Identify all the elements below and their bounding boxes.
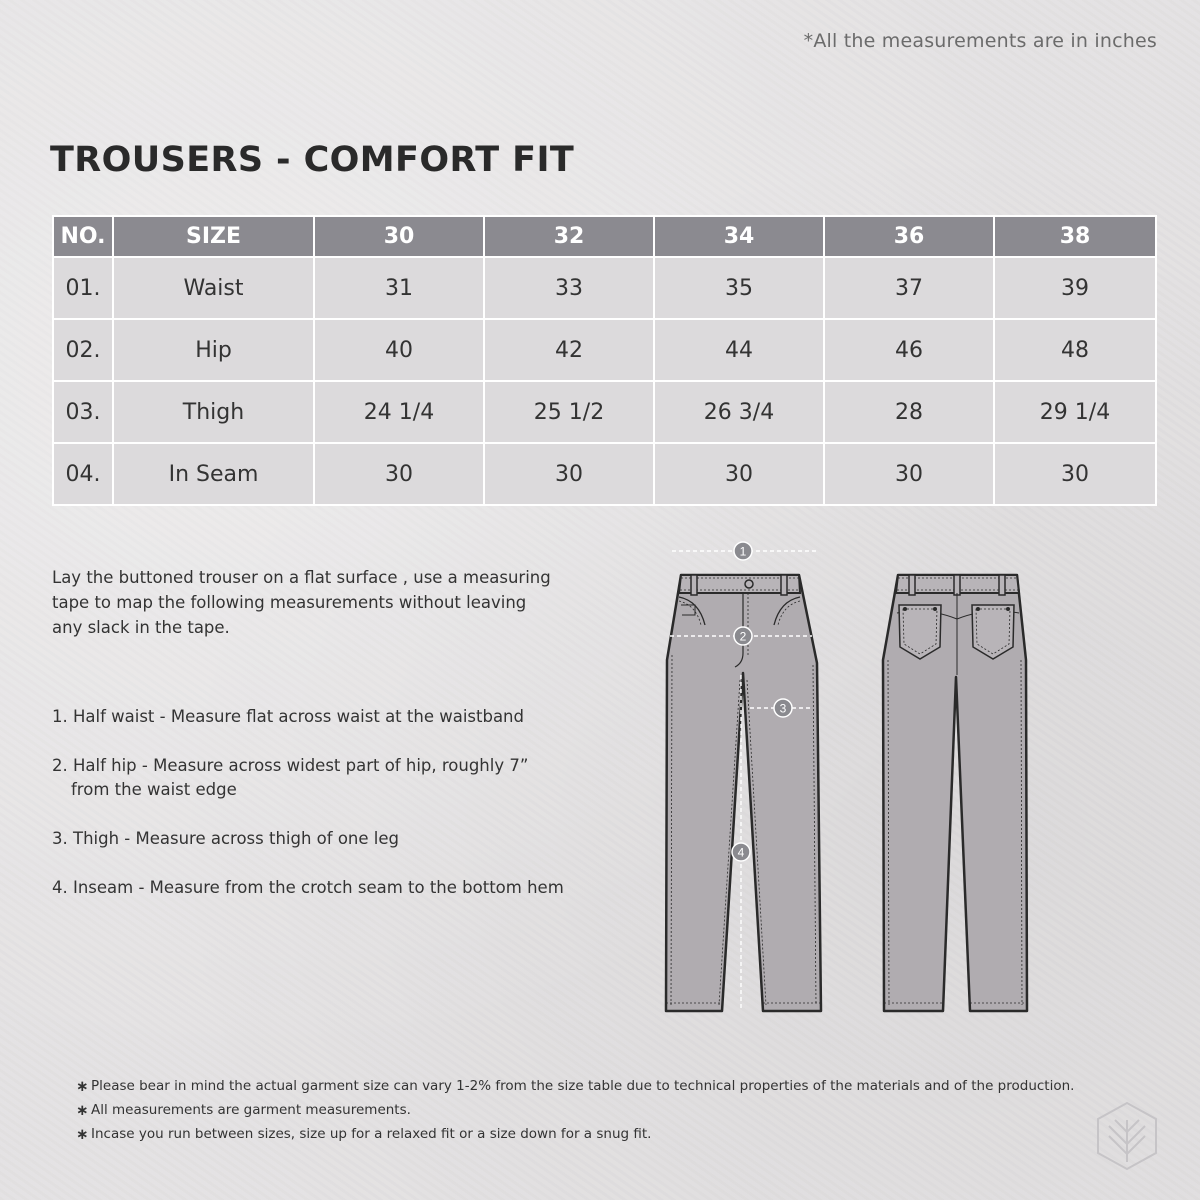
table-cell: 39 [994,257,1156,319]
header-size-32: 32 [484,216,654,257]
step-half-waist [52,705,572,729]
table-cell: 28 [824,381,994,443]
measurement-steps [52,705,572,925]
table-cell: 30 [484,443,654,505]
trouser-diagram [655,535,1075,1025]
table-cell: Waist [113,257,314,319]
trouser-back-illustration [883,575,1027,1011]
table-cell: 30 [824,443,994,505]
footnote-text: Incase you run between sizes, size up for a relaxed fit or a size down for a snug fit. [91,1126,652,1142]
svg-text:3: 3 [779,701,787,716]
step-half-hip [52,754,572,802]
svg-text:4: 4 [737,845,745,860]
table-cell: Thigh [113,381,314,443]
table-cell: 33 [484,257,654,319]
marker-2 [734,627,752,645]
svg-text:2: 2 [739,629,747,644]
table-row [53,443,1156,505]
table-cell: 46 [824,319,994,381]
table-cell: 30 [994,443,1156,505]
table-cell: 29 1/4 [994,381,1156,443]
header-size: SIZE [113,216,314,257]
header-size-30: 30 [314,216,484,257]
footnote [76,1098,1074,1122]
size-table [52,215,1157,506]
table-cell: 01. [53,257,113,319]
marker-4 [732,843,750,861]
table-cell: 30 [654,443,824,505]
step-thigh [52,827,572,851]
table-cell: 24 1/4 [314,381,484,443]
brand-logo-icon [1095,1100,1159,1172]
footer-notes [76,1074,1074,1146]
table-cell: Hip [113,319,314,381]
table-cell: 04. [53,443,113,505]
table-cell: 02. [53,319,113,381]
table-cell: 30 [314,443,484,505]
table-row [53,319,1156,381]
step-inseam [52,876,572,900]
table-cell: 40 [314,319,484,381]
header-size-38: 38 [994,216,1156,257]
footnote [76,1122,1074,1146]
step-text: 2. Half hip - Measure across widest part of hip, roughly 7” [52,756,529,775]
table-cell: 48 [994,319,1156,381]
table-cell: 35 [654,257,824,319]
step-text: 1. Half waist - Measure flat across waist at the waistband [52,707,524,726]
asterisk-icon: ∗ [76,1101,89,1119]
asterisk-icon: ∗ [76,1077,89,1095]
table-cell: 25 1/2 [484,381,654,443]
asterisk-icon: ∗ [76,1125,89,1143]
step-text: 3. Thigh - Measure across thigh of one leg [52,829,399,848]
svg-text:1: 1 [739,544,747,559]
marker-1 [734,542,752,560]
table-cell: 26 3/4 [654,381,824,443]
footnote-text: Please bear in mind the actual garment size can vary 1-2% from the size table due to technical properties of the materials and of the production. [91,1078,1075,1094]
table-cell: 44 [654,319,824,381]
table-row [53,257,1156,319]
marker-3 [774,699,792,717]
table-header-row [53,216,1156,257]
header-no: NO. [53,216,113,257]
table-cell: 31 [314,257,484,319]
measuring-instructions: Lay the buttoned trouser on a flat surface , use a measuring tape to map the following measurements without leaving any slack in the tape. [52,568,551,637]
measurement-unit-note: *All the measurements are in inches [803,30,1157,52]
header-size-34: 34 [654,216,824,257]
footnote-text: All measurements are garment measurements. [91,1102,411,1118]
table-row [53,381,1156,443]
table-cell: 42 [484,319,654,381]
footnote [76,1074,1074,1098]
step-text-continued: from the waist edge [71,780,237,799]
page-title: TROUSERS - COMFORT FIT [50,140,575,180]
step-text: 4. Inseam - Measure from the crotch seam to the bottom hem [52,878,564,897]
table-cell: 37 [824,257,994,319]
table-cell: In Seam [113,443,314,505]
header-size-36: 36 [824,216,994,257]
table-cell: 03. [53,381,113,443]
